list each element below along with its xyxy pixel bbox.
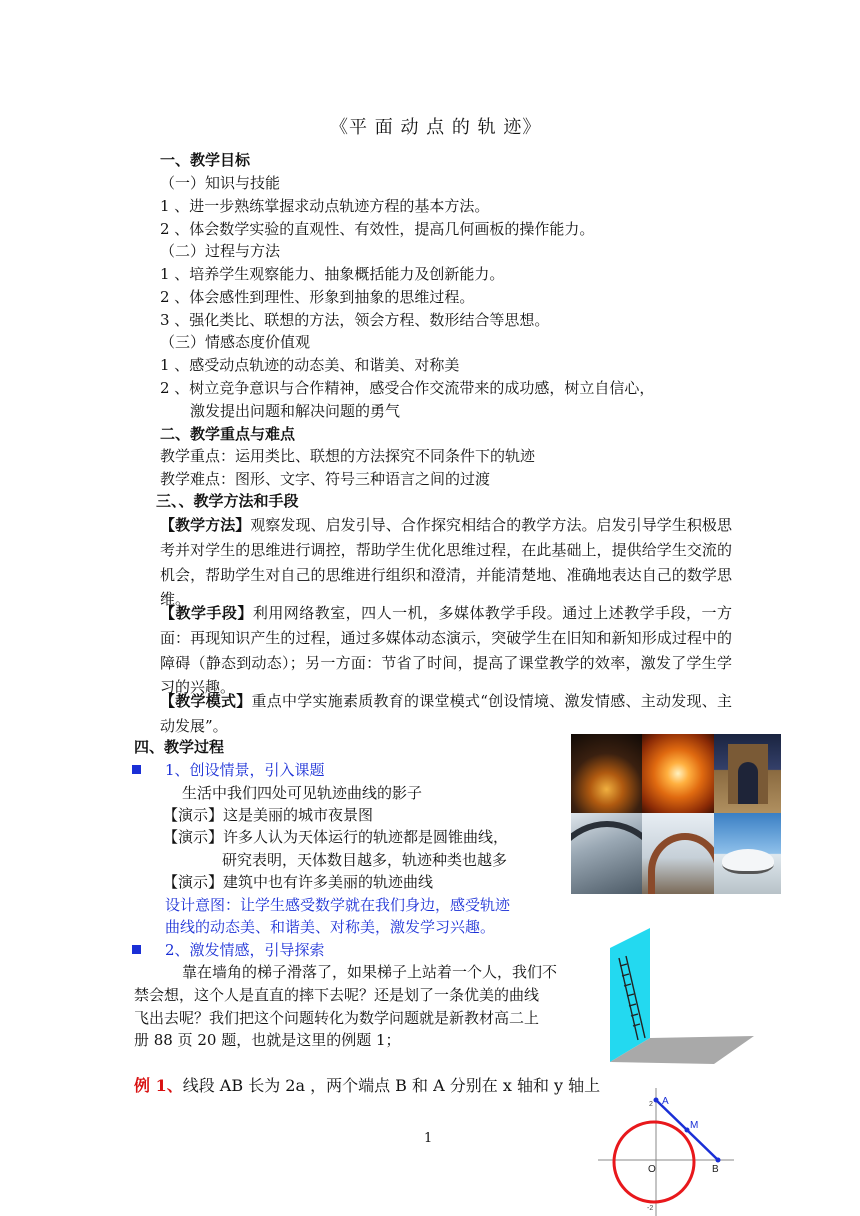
label-M: M <box>690 1120 699 1131</box>
locus-circle <box>614 1122 694 1202</box>
section-heading-methods: 三、、教学方法和手段 <box>156 492 299 510</box>
teaching-method-text: 观察发现、启发引导、合作探究相结合的教学方法。启发引导学生积极思考并对学生的思维进行调控，帮助学生优化思维过程，在此基础上，提供给学生交流的机会，帮助学生对自己的思维进行组织和澄清，并能清楚地、准确地表达自己的数学思维。 <box>160 516 732 609</box>
teaching-mode-paragraph <box>160 689 732 739</box>
list-item-continuation: 激发提出问题和解决问题的勇气 <box>190 402 401 420</box>
list-item: 【演示】许多人认为天体运行的轨迹都是圆锥曲线， <box>163 828 509 846</box>
list-item: 【演示】建筑中也有许多美丽的轨迹曲线 <box>163 873 434 891</box>
section-heading-objectives: 一、教学目标 <box>160 151 251 169</box>
teaching-focus: 教学重点：运用类比、联想的方法探究不同条件下的轨迹 <box>160 447 536 465</box>
ladder-paragraph-line: 飞出去呢？我们把这个问题转化为数学问题就是新教材高二上 <box>134 1009 540 1027</box>
teaching-method-paragraph <box>160 513 732 612</box>
page-title: 《平 面 动 点 的 轨 迹》 <box>330 117 542 138</box>
list-item: 3 、强化类比、联想的方法，领会方程、数形结合等思想。 <box>160 311 550 329</box>
teaching-means-text: 利用网络教室，四人一机，多媒体教学手段。通过上述教学手段，一方面：再现知识产生的过程，通过多媒体动态演示，突破学生在旧知和新知形成过程中的障碍（静态到动态）；另一方面：节省了时间，提高了课堂教学的效率，激发了学生学习的兴趣。 <box>160 604 732 697</box>
example-label: 例 1、 <box>134 1076 183 1095</box>
list-item: 2 、体会感性到理性、形象到抽象的思维过程。 <box>160 288 475 306</box>
section-heading-process: 四、教学过程 <box>134 738 225 756</box>
square-bullet-icon <box>132 765 141 774</box>
subheading-emotion: （三）情感态度价值观 <box>160 333 311 351</box>
teaching-means-paragraph <box>160 601 732 700</box>
subheading-knowledge: （一）知识与技能 <box>160 174 281 192</box>
ladder-paragraph-line: 禁会想，这个人是直直的摔下去呢？还是划了一条优美的曲线 <box>134 986 540 1004</box>
tick-label-pos: 2 <box>649 1101 653 1108</box>
step-2-heading: 2、激发情感，引导探索 <box>132 939 325 961</box>
page-number: 1 <box>424 1131 433 1146</box>
city-night-photo <box>571 734 642 813</box>
list-item: 1 、感受动点轨迹的动态美、和谐美、对称美 <box>160 356 460 374</box>
teaching-method-label: 【教学方法】 <box>160 516 251 534</box>
example-1 <box>134 1075 600 1097</box>
example-text: 线段 AB 长为 2a ，两个端点 B 和 A 分别在 x 轴和 y 轴上 <box>182 1076 601 1095</box>
design-intent: 设计意图：让学生感受数学就在我们身边，感受轨迹 <box>165 896 511 914</box>
subheading-process: （二）过程与方法 <box>160 242 281 260</box>
coordinate-figure <box>596 1086 736 1216</box>
steel-arch-building-photo <box>571 813 642 894</box>
square-bullet-icon <box>132 945 141 954</box>
photo-collage <box>571 734 781 894</box>
list-item: 生活中我们四处可见轨迹曲线的影子 <box>182 784 423 802</box>
list-item: 1 、进一步熟练掌握求动点轨迹方程的基本方法。 <box>160 197 490 215</box>
arch-bridge-photo <box>642 813 714 894</box>
ladder-paragraph-line: 册 88 页 20 题，也就是这里的例题 1； <box>134 1031 401 1049</box>
list-item: 研究表明，天体数目越多，轨迹种类也越多 <box>222 851 508 869</box>
tick-label-neg: -2 <box>647 1205 654 1212</box>
ladder-paragraph-line: 靠在墙角的梯子滑落了，如果梯子上站着一个人，我们不 <box>182 963 558 981</box>
list-item: 2 、体会数学实验的直观性、有效性，提高几何画板的操作能力。 <box>160 220 595 238</box>
point-M <box>685 1128 690 1133</box>
teaching-mode-label: 【教学模式】 <box>160 692 252 710</box>
point-B <box>716 1158 721 1163</box>
teaching-means-label: 【教学手段】 <box>160 604 253 622</box>
section-heading-key-points: 二、教学重点与难点 <box>160 425 296 443</box>
list-item: 【演示】这是美丽的城市夜景图 <box>163 806 374 824</box>
point-A <box>654 1098 659 1103</box>
list-item: 1 、培养学生观察能力、抽象概括能力及创新能力。 <box>160 265 505 283</box>
teaching-difficulty: 教学难点：图形、文字、符号三种语言之间的过渡 <box>160 470 491 488</box>
ladder-wall-illustration <box>606 928 756 1068</box>
label-O: O <box>648 1164 656 1175</box>
list-item: 2 、树立竞争意识与合作精神，感受合作交流带来的成功感，树立自信心， <box>160 379 655 397</box>
step-1-heading: 1、创设情景，引入课题 <box>132 759 325 781</box>
label-B: B <box>712 1164 719 1175</box>
label-A: A <box>662 1096 669 1107</box>
arch-gate-photo <box>714 734 781 813</box>
design-intent: 曲线的动态美、和谐美、对称美，激发学习兴趣。 <box>165 918 496 936</box>
dome-stadium-photo <box>714 813 781 894</box>
celestial-orbits-photo <box>642 734 714 813</box>
teaching-mode-text: 重点中学实施素质教育的课堂模式“创设情境、激发情感、主动发现、主动发展”。 <box>160 692 732 735</box>
